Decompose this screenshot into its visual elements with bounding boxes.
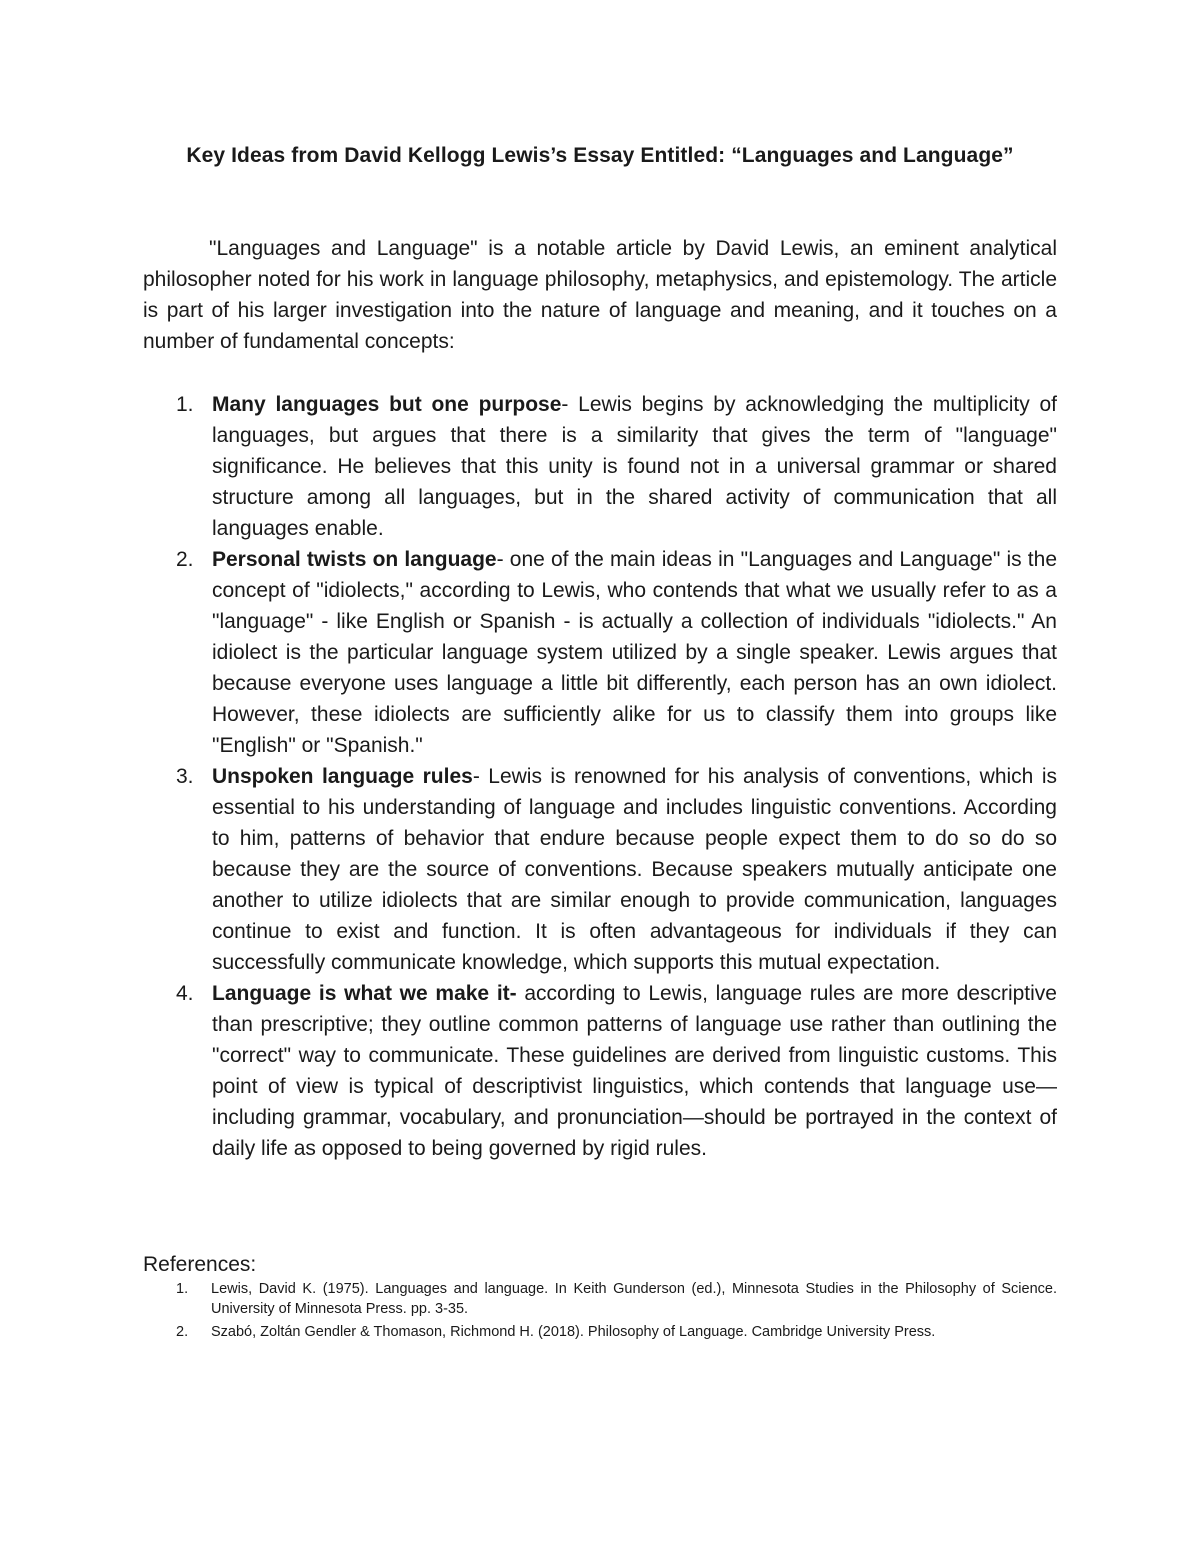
key-idea-text: - Lewis is renowned for his analysis of conventions, which is essential to his understanding of language and includes linguistic conventions. According to him, patterns of behavior that endure because people expect them to do so do so because they are the source of conventions. Because speakers mutually anticipate one another to utilize idiolects that are similar enough to provide communication, languages continue to exist and function. It is often advantageous for individuals if they can successfully communicate knowledge, which supports this mutual expectation. — [212, 765, 1057, 974]
reference-number: 1. — [176, 1281, 189, 1297]
list-number: 2. — [176, 548, 194, 571]
key-idea-item — [143, 544, 1057, 761]
key-idea-text: - Lewis begins by acknowledging the multiplicity of languages, but argues that there is a similarity that gives the term of "language" significance. He believes that this unity is found not in a universal grammar or shared structure among all languages, but in the shared activity of communication that all languages enable. — [212, 393, 1057, 540]
references-list — [143, 1280, 1057, 1347]
key-idea-text: - one of the main ideas in "Languages and Language" is the concept of "idiolects," according to Lewis, who contends that what we usually refer to as a "language" - like English or Spanish - is actually a collection of individuals "idiolects." An idiolect is the particular language system utilized by a single speaker. Lewis argues that because everyone uses language a little bit differently, each person has an own idiolect. However, these idiolects are sufficiently alike for us to classify them into groups like "English" or "Spanish." — [212, 548, 1058, 757]
intro-paragraph: "Languages and Language" is a notable article by David Lewis, an eminent analytical philosopher noted for his work in language philosophy, metaphysics, and epistemology. The article is part of his larger investigation into the nature of language and meaning, and it touches on a number of fundamental concepts: — [143, 237, 1057, 353]
key-idea-item — [143, 978, 1057, 1164]
list-number: 4. — [176, 982, 194, 1005]
key-idea-heading: Personal twists on language — [212, 548, 497, 571]
references-heading: References: — [143, 1253, 257, 1276]
list-number: 3. — [176, 765, 194, 788]
key-idea-heading: Many languages but one purpose — [212, 393, 562, 416]
reference-number: 2. — [176, 1324, 189, 1340]
key-idea-item — [143, 761, 1057, 978]
reference-item — [143, 1323, 1057, 1343]
document-title: Key Ideas from David Kellogg Lewis’s Essay Entitled: “Languages and Language” — [186, 144, 1014, 167]
key-idea-heading: Language is what we make it- — [212, 982, 517, 1005]
reference-text: Lewis, David K. (1975). Languages and language. In Keith Gunderson (ed.), Minnesota Studies in the Philosophy of Science. University of Minnesota Press. pp. 3-35. — [211, 1281, 1057, 1317]
reference-item — [143, 1280, 1057, 1319]
list-number: 1. — [176, 393, 194, 416]
key-idea-text: according to Lewis, language rules are more descriptive than prescriptive; they outline common patterns of language use rather than outlining the "correct" way to communicate. These guidelines are derived from linguistic customs. This point of view is typical of descriptivist linguistics, which contends that language use—including grammar, vocabulary, and pronunciation—should be portrayed in the context of daily life as opposed to being governed by rigid rules. — [212, 982, 1057, 1160]
reference-text: Szabó, Zoltán Gendler & Thomason, Richmond H. (2018). Philosophy of Language. Cambridge University Press. — [211, 1324, 936, 1340]
key-idea-item — [143, 389, 1057, 544]
key-idea-heading: Unspoken language rules — [212, 765, 473, 788]
key-ideas-list — [143, 389, 1057, 1164]
